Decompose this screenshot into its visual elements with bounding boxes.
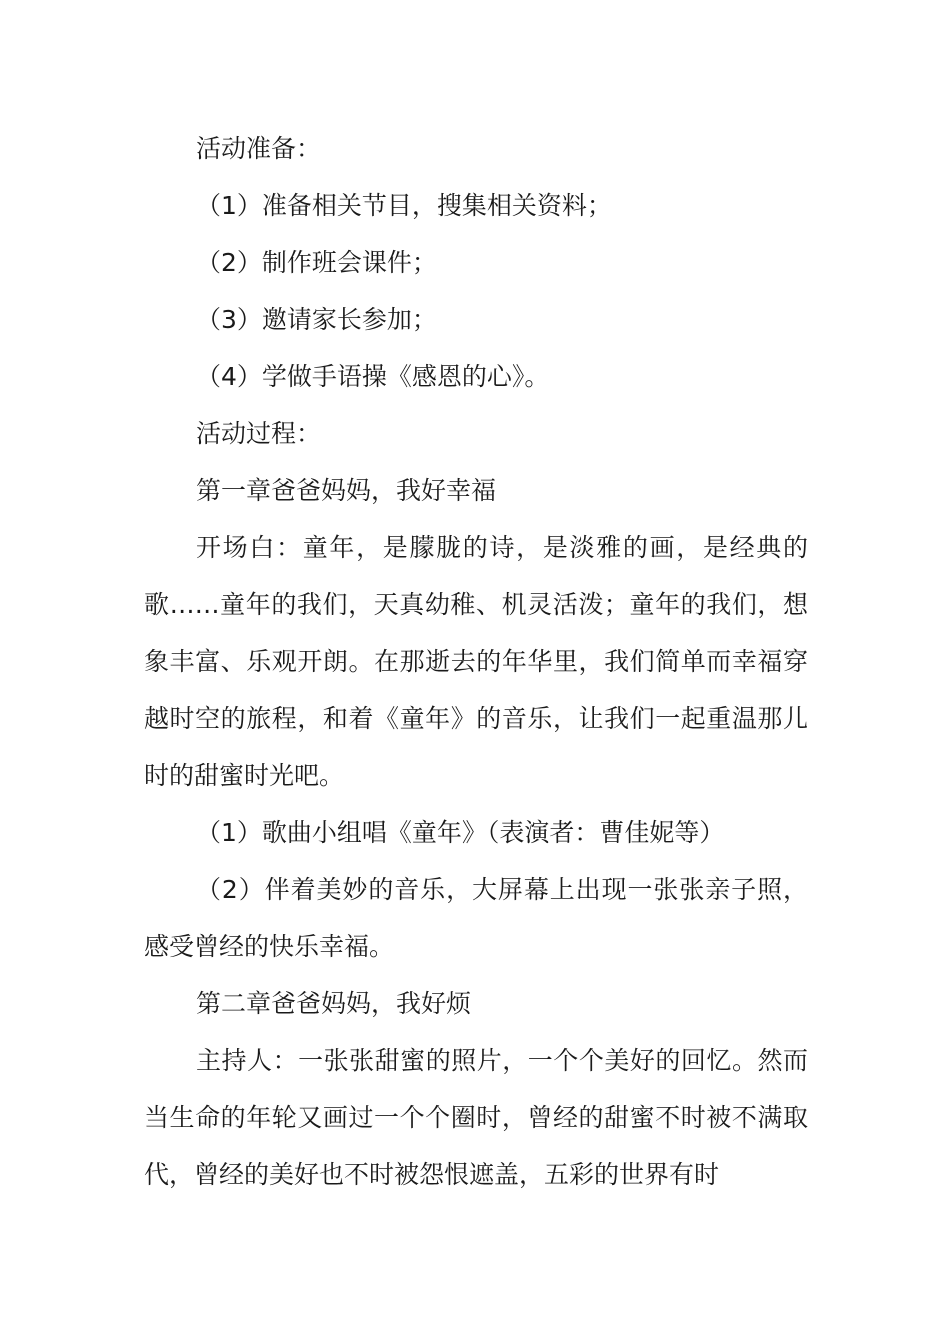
paragraph-prep-item-4: （4）学做手语操《感恩的心》。: [196, 362, 550, 391]
paragraph-chapter-1-title: 第一章爸爸妈妈，我好幸福: [196, 476, 497, 505]
document-body: [144, 120, 808, 1203]
paragraph-preparation-heading: 活动准备：: [196, 134, 322, 163]
paragraph-prep-item-2: （2）制作班会课件；: [196, 248, 437, 277]
paragraph-chapter-1-item-1: （1）歌曲小组唱《童年》（表演者：曹佳妮等）: [196, 818, 725, 847]
paragraph-process-heading: 活动过程：: [196, 419, 322, 448]
paragraph-chapter-2-title: 第二章爸爸妈妈，我好烦: [196, 989, 472, 1018]
paragraph-prep-item-1: （1）准备相关节目，搜集相关资料；: [196, 191, 612, 220]
paragraph-host-remarks: 主持人：一张张甜蜜的照片，一个个美好的回忆。然而当生命的年轮又画过一个个圈时，曾经的甜蜜不时被不满取代，曾经的美好也不时被怨恨遮盖，五彩的世界有时: [144, 1046, 808, 1189]
paragraph-opening-remarks: 开场白：童年，是朦胧的诗，是淡雅的画，是经典的歌……童年的我们，天真幼稚、机灵活泼；童年的我们，想象丰富、乐观开朗。在那逝去的年华里，我们简单而幸福穿越时空的旅程，和着《童年》的音乐，让我们一起重温那儿时的甜蜜时光吧。: [144, 533, 808, 790]
paragraph-chapter-1-item-2: （2）伴着美妙的音乐，大屏幕上出现一张张亲子照，感受曾经的快乐幸福。: [144, 875, 808, 961]
paragraph-prep-item-3: （3）邀请家长参加；: [196, 305, 437, 334]
